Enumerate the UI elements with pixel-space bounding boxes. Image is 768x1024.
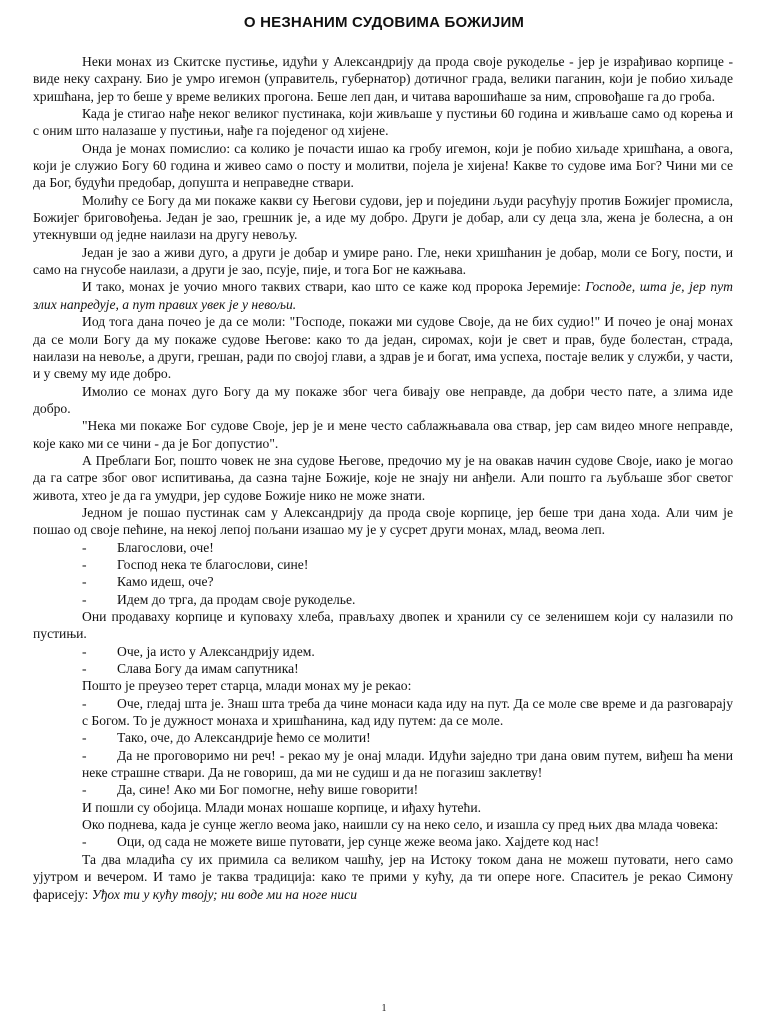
paragraph xyxy=(33,677,733,694)
dialogue-text: Слава Богу да имам сапутника! xyxy=(117,661,299,677)
paragraph-text: Једном је пошао пустинак сам у Александрију да прода своје корпице, јер беше три дана хода. Али чим је пошао од своје пећине, на некој лепој пољани изашао му је у сусрет други монах, млад, веома леп. xyxy=(33,504,733,538)
paragraph xyxy=(33,417,733,452)
paragraph-text: А Преблаги Бог, пошто човек не зна судове Његове, предочио му је на овакав начин судове Своје, иако је могао да га сатре због овог испитивања, да сазна тајне Божије, које не знају ни анђели. Али пошто га љубљаше због светог живота, хтео је да га умудри, јер судове Божије нико не може знати. xyxy=(33,452,733,503)
dialogue-line xyxy=(33,747,733,782)
paragraph-text: "Нека ми покаже Бог судове Своје, јер је и мене често саблажњавала ова ствар, јер сам видео многе неправде, које како ми се чини - да је Бог допустио". xyxy=(33,418,733,451)
dialogue-text: Да, сине! Ако ми Бог помогне, нећу више говорити! xyxy=(117,782,419,798)
italic-quote: Господе, шта је, јер пут злих напредује, а пут правих увек је у невољи. xyxy=(33,279,733,312)
paragraph-text: Око поднева, када је сунце жегло веома јако, наишли су на неко село, и изашла су пред њих два млада човека: xyxy=(82,817,719,833)
dialogue-line xyxy=(33,556,733,573)
paragraph-text: И пошли су обојица. Млади монах ношаше корпице, и иђаху ћутећи. xyxy=(82,799,482,815)
paragraph-text: И тако, монах је уочио много таквих ствари, као што се каже код пророка Јеремије: xyxy=(82,279,581,295)
paragraph xyxy=(33,816,733,833)
dialogue-text: Тако, оче, до Александрије ћемо се молити! xyxy=(117,730,371,746)
dash-marker: - xyxy=(82,695,87,711)
paragraph xyxy=(33,851,733,903)
dialogue-text: Идем до трга, да продам своје рукоделье. xyxy=(117,591,356,607)
dialogue-line xyxy=(33,695,733,730)
dash-marker: - xyxy=(82,574,87,590)
paragraph-text: Имолио се монах дуго Богу да му покаже због чега бивају ове неправде, да добри често пате, а злима иде добро. xyxy=(33,383,733,416)
paragraph-text: Молићу се Богу да ми покаже какви су Његови судови, јер и поједини људи расућују против Божијег промисла, Божијег бриговођења. Један је зао, грешник је, а иде му добро. Други је добар, али су деца зла, жена је болесна, а он утекнувши од једне наилази на другу невољу. xyxy=(33,192,733,243)
dialogue-text: Камо идеш, оче? xyxy=(117,574,214,590)
paragraph-text: Неки монах из Скитске пустиње, идући у Александрију да прода своје рукоделье - јер је израђивао корпице - виде неку сахрану. Био је умро игемон (управитель, губернатор) дотичног града, велики паганин, који је побио хиљаде хришћана, јер то беше у време великих прогона. Беше леп дан, и читава варошићаше за ним, спровођаше га до гроба. xyxy=(33,54,733,104)
dialogue-line xyxy=(33,591,733,608)
dialogue-text: Благослови, оче! xyxy=(117,539,214,555)
paragraph xyxy=(33,105,733,140)
dash-marker: - xyxy=(82,747,87,763)
dash-marker: - xyxy=(82,556,87,572)
paragraph xyxy=(33,383,733,418)
paragraph-text: Пошто је преузео терет старца, млади монах му је рекао: xyxy=(82,678,412,694)
dash-marker: - xyxy=(82,730,87,746)
page-number: 1 xyxy=(381,1003,387,1014)
paragraph xyxy=(33,53,733,105)
dialogue-line xyxy=(33,833,733,850)
dash-marker: - xyxy=(82,782,87,798)
dash-marker: - xyxy=(82,591,87,607)
dialogue-line xyxy=(33,781,733,798)
paragraph-text: Иод тога дана почео је да се моли: "Господе, покажи ми судове Своје, да не бих судио!" И почео је онај монах да се моли Богу да му покаже судове Његове: како то да један, сиромах, који је свет и прав, буде болестан, страда, наилази на невоље, а други, грешан, ради по својој глави, а здрав је и богат, има успеха, постаје велик у служби, у части, и у свему му иде добро. xyxy=(33,314,733,382)
paragraph-text: Када је стигао нађе неког великог пустинака, који живљаше у пустињи 60 година и живљаше само од корења и с оним што налазаше у пустињи, нађе га поједеног од хијене. xyxy=(33,106,733,139)
paragraph-text: Један је зао а живи дуго, а други је добар и умире рано. Гле, неки хришћанин је добар, моли се Богу, пости, и само на гнусобе наилази, а други је зао, псује, пије, и тога Бог не кажњава. xyxy=(33,244,733,278)
paragraph xyxy=(33,192,733,244)
document-body xyxy=(33,53,733,903)
paragraph xyxy=(33,452,733,504)
paragraph-text: Они продаваху корпице и куповаху хлеба, прављаху двопек и хранили су се зеленишем који су налазили по пустињи. xyxy=(33,609,733,642)
dialogue-text: Оци, од сада не можете више путовати, јер сунце жеже веома јако. Хајдете код нас! xyxy=(117,834,600,850)
document-title: О НЕЗНАНИМ СУДОВИМА БОЖИЈИМ xyxy=(243,14,525,31)
paragraph xyxy=(33,313,733,382)
dash-marker: - xyxy=(82,661,87,677)
dialogue-line xyxy=(33,660,733,677)
dialogue-line xyxy=(33,573,733,590)
dialogue-text: Господ нека те благослови, сине! xyxy=(117,556,309,572)
italic-quote: Уђох ти у кућу твоју; ни водe ми на ноге ниси xyxy=(88,886,358,902)
dialogue-line xyxy=(33,539,733,556)
paragraph xyxy=(33,244,733,279)
paragraph xyxy=(33,278,733,313)
dialogue-line xyxy=(33,729,733,746)
dialogue-text: Оче, гледај шта је. Знаш шта треба да чине монаси када иду на пут. Да се моле све време и да разговарају с Богом. То је дужност монаха и хришћанина, кад иду путем: да се моле. xyxy=(82,695,733,729)
dialogue-text: Оче, ја исто у Александрију идем. xyxy=(117,643,315,659)
dash-marker: - xyxy=(82,834,87,850)
paragraph xyxy=(33,608,733,643)
paragraph-text: Та два младића су их примила са великом чашћу, јер на Истоку током дана не можеш путовати, него само ујутром и вечером. И тамо је таква традиција: како те прими у кућу, да ти опере ноге. Спаситељ је рекао Симону фарисеју: xyxy=(33,851,733,902)
dialogue-text: Да не проговоримо ни реч! - рекао му је онај млади. Идући заједно три дана овим путем, виђеш ћа мени неке страшне ствари. Да не говориш, да ми не судиш и да не погазиш заклетву! xyxy=(82,747,733,781)
paragraph-text: Онда је монах помислио: са колико је почасти ишао ка гробу игемон, који је побио хиљаде хришћана, а овога, који је служио Богу 60 година и живео само о посту и молитви, поjела je хијена! Какве то судове има Бог? Чини ми се да Бог, будући предобар, допушта и неправедне ствари. xyxy=(33,140,733,191)
dash-marker: - xyxy=(82,539,87,555)
paragraph xyxy=(33,799,733,816)
dash-marker: - xyxy=(82,643,87,659)
dialogue-line xyxy=(33,643,733,660)
paragraph xyxy=(33,140,733,192)
paragraph xyxy=(33,504,733,539)
